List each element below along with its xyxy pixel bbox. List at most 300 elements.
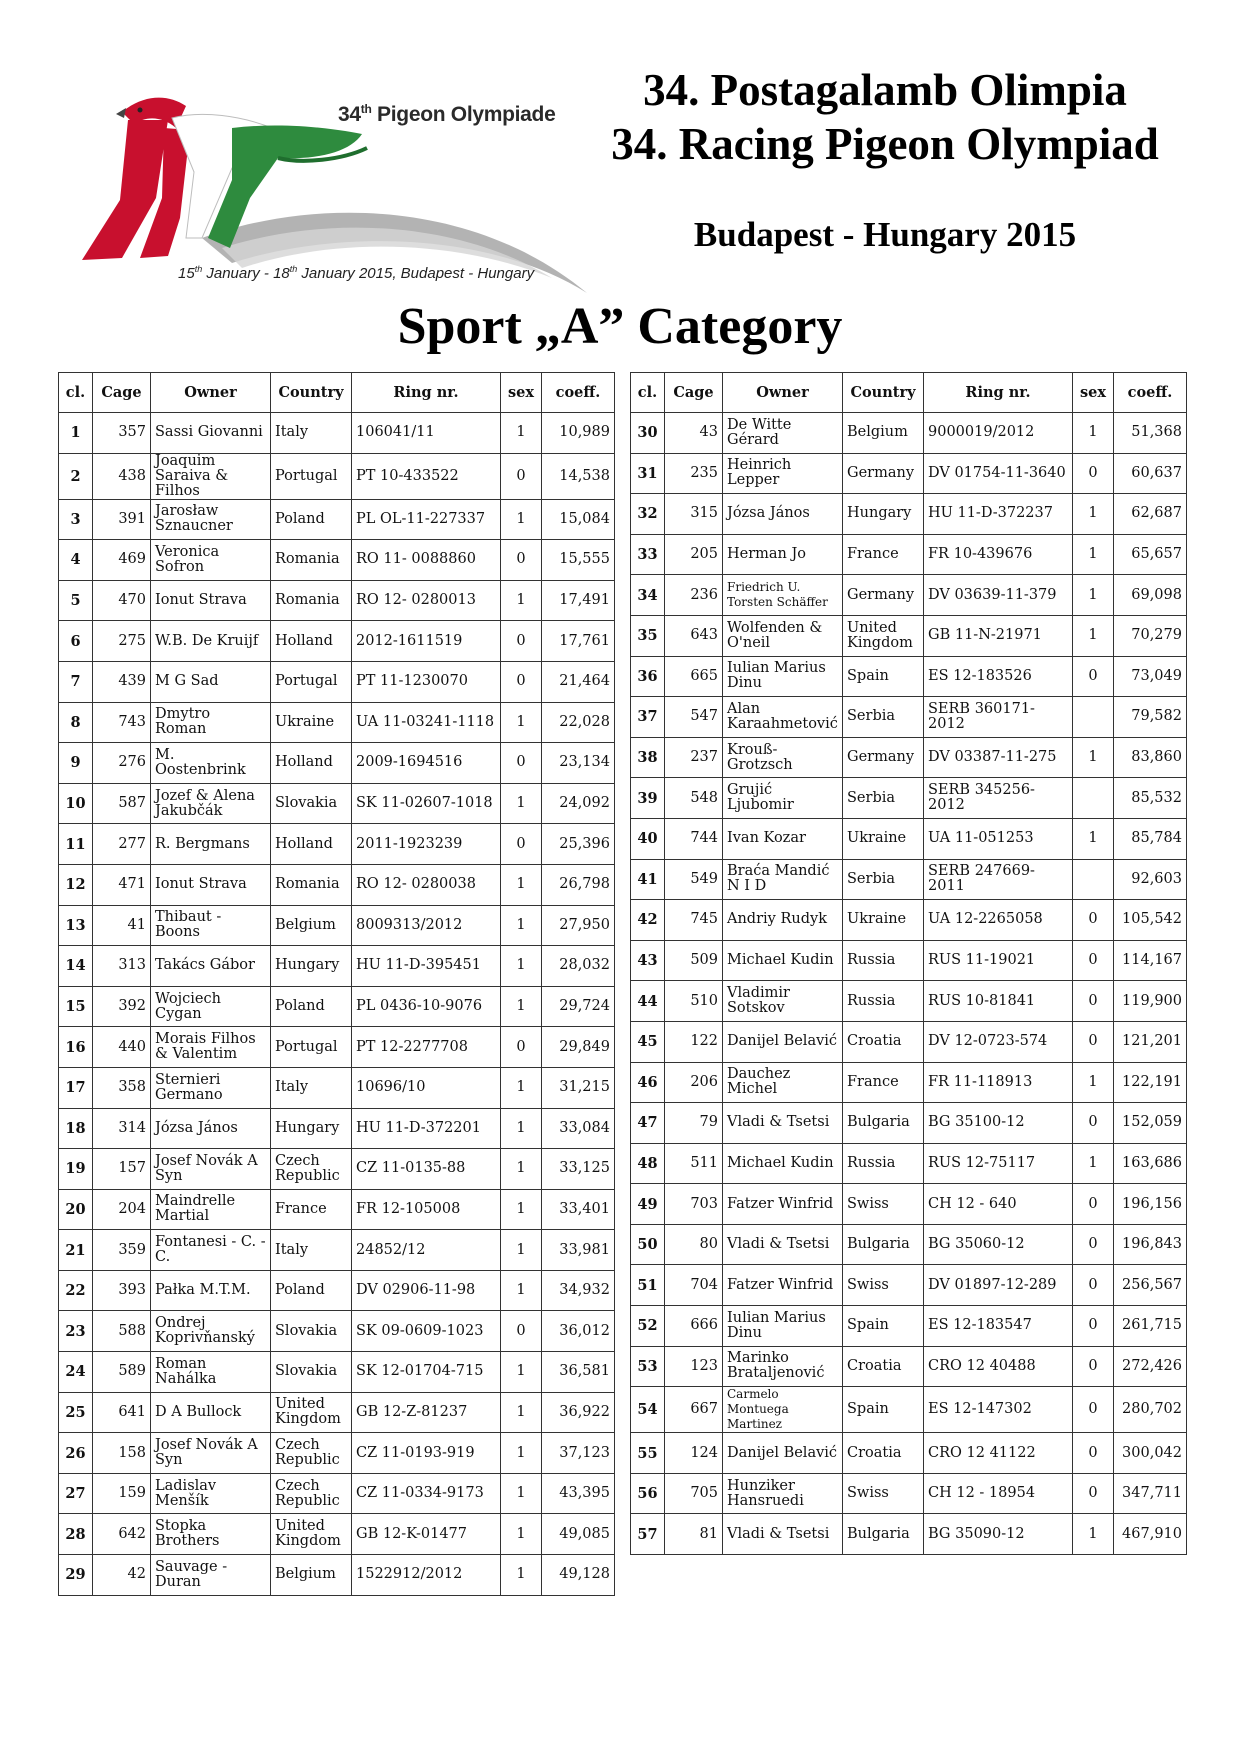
country-cell: Spain [843, 1306, 924, 1347]
ring-number-cell: PL OL-11-227337 [352, 499, 501, 540]
rank-cell: 14 [59, 946, 93, 987]
table-row [631, 1306, 1187, 1347]
sex-cell: 0 [1073, 1021, 1114, 1062]
sex-cell: 0 [1073, 900, 1114, 941]
sex-cell: 1 [501, 1392, 542, 1433]
ring-number-cell: SK 09-0609-1023 [352, 1311, 501, 1352]
table-row [59, 661, 615, 702]
ring-number-cell: HU 11-D-372237 [924, 494, 1073, 535]
sex-cell: 1 [501, 702, 542, 743]
sex-cell: 0 [1073, 981, 1114, 1022]
rank-cell: 20 [59, 1189, 93, 1230]
table-row [631, 1473, 1187, 1514]
rank-cell: 49 [631, 1184, 665, 1225]
ring-number-cell: CRO 12 41122 [924, 1433, 1073, 1474]
rank-cell: 6 [59, 621, 93, 662]
cage-cell: 547 [665, 697, 723, 738]
ring-number-cell: FR 12-105008 [352, 1189, 501, 1230]
sex-cell: 0 [501, 661, 542, 702]
coefficient-cell: 347,711 [1114, 1473, 1187, 1514]
table-row [631, 940, 1187, 981]
cage-cell: 641 [93, 1392, 151, 1433]
coefficient-cell: 256,567 [1114, 1265, 1187, 1306]
table-row [59, 499, 615, 540]
rank-cell: 33 [631, 534, 665, 575]
country-cell: Serbia [843, 778, 924, 819]
rank-cell: 29 [59, 1555, 93, 1596]
country-cell: Germany [843, 737, 924, 778]
sex-cell: 0 [1073, 453, 1114, 494]
coefficient-cell: 10,989 [542, 413, 615, 454]
rank-cell: 48 [631, 1143, 665, 1184]
ring-number-cell: UA 11-051253 [924, 818, 1073, 859]
rank-cell: 27 [59, 1473, 93, 1514]
owner-cell: Vladi & Tsetsi [723, 1224, 843, 1265]
table-row [631, 1224, 1187, 1265]
ring-number-cell: 2009-1694516 [352, 743, 501, 784]
rank-cell: 18 [59, 1108, 93, 1149]
table-row [59, 1189, 615, 1230]
country-cell: Croatia [843, 1021, 924, 1062]
cage-cell: 666 [665, 1306, 723, 1347]
coefficient-cell: 36,581 [542, 1352, 615, 1393]
country-cell: Spain [843, 656, 924, 697]
owner-cell: Braća Mandić N I D [723, 859, 843, 900]
coefficient-cell: 26,798 [542, 864, 615, 905]
coefficient-cell: 467,910 [1114, 1514, 1187, 1555]
ring-number-cell: GB 11-N-21971 [924, 615, 1073, 656]
ring-number-cell: UA 11-03241-1118 [352, 702, 501, 743]
cage-cell: 511 [665, 1143, 723, 1184]
cage-cell: 314 [93, 1108, 151, 1149]
country-cell: United Kingdom [271, 1514, 352, 1555]
country-cell: Portugal [271, 661, 352, 702]
sex-cell: 1 [1073, 494, 1114, 535]
country-cell: Serbia [843, 697, 924, 738]
ring-number-cell: CZ 11-0135-88 [352, 1149, 501, 1190]
ring-number-cell: PT 11-1230070 [352, 661, 501, 702]
coefficient-cell: 34,932 [542, 1270, 615, 1311]
rank-cell: 52 [631, 1306, 665, 1347]
cage-cell: 157 [93, 1149, 151, 1190]
owner-cell: Fontanesi - C. - C. [151, 1230, 271, 1271]
owner-cell: Ionut Strava [151, 580, 271, 621]
country-cell: Spain [843, 1387, 924, 1433]
table-row [59, 946, 615, 987]
owner-cell: Józsa János [151, 1108, 271, 1149]
sex-cell [1073, 778, 1114, 819]
country-cell: Czech Republic [271, 1473, 352, 1514]
country-cell: Romania [271, 580, 352, 621]
owner-cell: Veronica Sofron [151, 540, 271, 581]
table-row [631, 1021, 1187, 1062]
cage-cell: 704 [665, 1265, 723, 1306]
cage-cell: 313 [93, 946, 151, 987]
owner-cell: Iulian Marius Dinu [723, 656, 843, 697]
col-header-ring: Ring nr. [352, 373, 501, 413]
table-row [631, 494, 1187, 535]
table-row [631, 981, 1187, 1022]
table-row [59, 1433, 615, 1474]
table-row [59, 1108, 615, 1149]
rank-cell: 17 [59, 1067, 93, 1108]
country-cell: Holland [271, 621, 352, 662]
cage-cell: 81 [665, 1514, 723, 1555]
coefficient-cell: 15,084 [542, 499, 615, 540]
owner-cell: Wolfenden & O'neil [723, 615, 843, 656]
ring-number-cell: HU 11-D-372201 [352, 1108, 501, 1149]
rank-cell: 25 [59, 1392, 93, 1433]
country-cell: Hungary [843, 494, 924, 535]
logo-subtitle: 15th January - 18th January 2015, Budapest - Hungary [178, 264, 535, 282]
table-row [631, 1103, 1187, 1144]
owner-cell: Vladi & Tsetsi [723, 1514, 843, 1555]
ring-number-cell: DV 01754-11-3640 [924, 453, 1073, 494]
ring-number-cell: DV 01897-12-289 [924, 1265, 1073, 1306]
ring-number-cell: ES 12-183526 [924, 656, 1073, 697]
ring-number-cell: 24852/12 [352, 1230, 501, 1271]
sex-cell: 0 [1073, 656, 1114, 697]
coefficient-cell: 36,922 [542, 1392, 615, 1433]
coefficient-cell: 163,686 [1114, 1143, 1187, 1184]
table-row [631, 818, 1187, 859]
rank-cell: 34 [631, 575, 665, 616]
cage-cell: 80 [665, 1224, 723, 1265]
table-row [631, 575, 1187, 616]
rank-cell: 21 [59, 1230, 93, 1271]
coefficient-cell: 70,279 [1114, 615, 1187, 656]
ring-number-cell: SERB 247669-2011 [924, 859, 1073, 900]
rank-cell: 7 [59, 661, 93, 702]
table-row [59, 1392, 615, 1433]
cage-cell: 357 [93, 413, 151, 454]
owner-cell: Vladimir Sotskov [723, 981, 843, 1022]
rank-cell: 12 [59, 864, 93, 905]
cage-cell: 548 [665, 778, 723, 819]
coefficient-cell: 280,702 [1114, 1387, 1187, 1433]
sex-cell: 1 [501, 986, 542, 1027]
owner-cell: De Witte Gérard [723, 413, 843, 454]
sex-cell: 1 [501, 1473, 542, 1514]
sex-cell: 1 [501, 1067, 542, 1108]
country-cell: Ukraine [271, 702, 352, 743]
ring-number-cell: CZ 11-0334-9173 [352, 1473, 501, 1514]
sex-cell: 1 [501, 1189, 542, 1230]
rank-cell: 45 [631, 1021, 665, 1062]
cage-cell: 41 [93, 905, 151, 946]
sex-cell: 0 [501, 1311, 542, 1352]
results-table-left [58, 372, 615, 1596]
sex-cell: 0 [1073, 940, 1114, 981]
owner-cell: Ladislav Menšík [151, 1473, 271, 1514]
rank-cell: 41 [631, 859, 665, 900]
rank-cell: 39 [631, 778, 665, 819]
rank-cell: 47 [631, 1103, 665, 1144]
ring-number-cell: RUS 10-81841 [924, 981, 1073, 1022]
ring-number-cell: CZ 11-0193-919 [352, 1433, 501, 1474]
sex-cell: 1 [1073, 1062, 1114, 1103]
coefficient-cell: 92,603 [1114, 859, 1187, 900]
table-row [59, 1230, 615, 1271]
sex-cell: 0 [501, 453, 542, 499]
rank-cell: 9 [59, 743, 93, 784]
ring-number-cell: RO 11- 0088860 [352, 540, 501, 581]
sex-cell: 0 [501, 540, 542, 581]
coefficient-cell: 62,687 [1114, 494, 1187, 535]
sex-cell: 0 [501, 743, 542, 784]
rank-cell: 35 [631, 615, 665, 656]
table-row [59, 702, 615, 743]
country-cell: Bulgaria [843, 1103, 924, 1144]
owner-cell: Pałka M.T.M. [151, 1270, 271, 1311]
rank-cell: 15 [59, 986, 93, 1027]
cage-cell: 471 [93, 864, 151, 905]
country-cell: Romania [271, 540, 352, 581]
country-cell: Holland [271, 743, 352, 784]
rank-cell: 26 [59, 1433, 93, 1474]
ring-number-cell: PL 0436-10-9076 [352, 986, 501, 1027]
cage-cell: 206 [665, 1062, 723, 1103]
rank-cell: 40 [631, 818, 665, 859]
owner-cell: Thibaut - Boons [151, 905, 271, 946]
country-cell: Portugal [271, 1027, 352, 1068]
coefficient-cell: 23,134 [542, 743, 615, 784]
table-row [631, 534, 1187, 575]
owner-cell: Sternieri Germano [151, 1067, 271, 1108]
owner-cell: Friedrich U. Torsten Schäffer [723, 575, 843, 616]
ring-number-cell: 10696/10 [352, 1067, 501, 1108]
coefficient-cell: 69,098 [1114, 575, 1187, 616]
table-row [631, 1143, 1187, 1184]
rank-cell: 31 [631, 453, 665, 494]
coefficient-cell: 21,464 [542, 661, 615, 702]
cage-cell: 703 [665, 1184, 723, 1225]
cage-cell: 642 [93, 1514, 151, 1555]
col-header-owner: Owner [151, 373, 271, 413]
cage-cell: 589 [93, 1352, 151, 1393]
country-cell: Poland [271, 986, 352, 1027]
owner-cell: Hunziker Hansruedi [723, 1473, 843, 1514]
sex-cell: 1 [501, 1230, 542, 1271]
country-cell: Bulgaria [843, 1224, 924, 1265]
rank-cell: 54 [631, 1387, 665, 1433]
rank-cell: 50 [631, 1224, 665, 1265]
sex-cell: 0 [1073, 1346, 1114, 1387]
table-row [59, 1473, 615, 1514]
results-table-body [631, 413, 1187, 1555]
cage-cell: 509 [665, 940, 723, 981]
country-cell: Ukraine [843, 818, 924, 859]
rank-cell: 3 [59, 499, 93, 540]
ring-number-cell: UA 12-2265058 [924, 900, 1073, 941]
table-row [631, 1265, 1187, 1306]
owner-cell: Krouß-Grotzsch [723, 737, 843, 778]
rank-cell: 30 [631, 413, 665, 454]
table-row [631, 900, 1187, 941]
owner-cell: M. Oostenbrink [151, 743, 271, 784]
owner-cell: Josef Novák A Syn [151, 1433, 271, 1474]
coefficient-cell: 300,042 [1114, 1433, 1187, 1474]
cage-cell: 439 [93, 661, 151, 702]
sex-cell: 0 [1073, 1387, 1114, 1433]
coefficient-cell: 105,542 [1114, 900, 1187, 941]
table-row [59, 905, 615, 946]
cage-cell: 79 [665, 1103, 723, 1144]
coefficient-cell: 36,012 [542, 1311, 615, 1352]
country-cell: Czech Republic [271, 1433, 352, 1474]
country-cell: Hungary [271, 1108, 352, 1149]
table-row [631, 413, 1187, 454]
results-table-right [630, 372, 1187, 1555]
ring-number-cell: ES 12-183547 [924, 1306, 1073, 1347]
table-row [59, 580, 615, 621]
country-cell: Holland [271, 824, 352, 865]
col-header-coeff: coeff. [1114, 373, 1187, 413]
owner-cell: Dmytro Roman [151, 702, 271, 743]
owner-cell: Sauvage - Duran [151, 1555, 271, 1596]
table-row [59, 621, 615, 662]
col-header-cage: Cage [93, 373, 151, 413]
cage-cell: 549 [665, 859, 723, 900]
sex-cell: 1 [1073, 818, 1114, 859]
col-header-country: Country [271, 373, 352, 413]
owner-cell: Herman Jo [723, 534, 843, 575]
cage-cell: 277 [93, 824, 151, 865]
coefficient-cell: 37,123 [542, 1433, 615, 1474]
sex-cell [1073, 697, 1114, 738]
sex-cell: 0 [1073, 1473, 1114, 1514]
sex-cell: 1 [501, 1433, 542, 1474]
coefficient-cell: 33,401 [542, 1189, 615, 1230]
coefficient-cell: 272,426 [1114, 1346, 1187, 1387]
owner-cell: Jarosław Sznaucner [151, 499, 271, 540]
ring-number-cell: BG 35100-12 [924, 1103, 1073, 1144]
ring-number-cell: RUS 11-19021 [924, 940, 1073, 981]
coefficient-cell: 60,637 [1114, 453, 1187, 494]
coefficient-cell: 22,028 [542, 702, 615, 743]
rank-cell: 46 [631, 1062, 665, 1103]
table-row [631, 697, 1187, 738]
table-row [631, 778, 1187, 819]
ring-number-cell: FR 10-439676 [924, 534, 1073, 575]
ring-number-cell: HU 11-D-395451 [352, 946, 501, 987]
country-cell: Russia [843, 1143, 924, 1184]
cage-cell: 276 [93, 743, 151, 784]
coefficient-cell: 85,784 [1114, 818, 1187, 859]
owner-cell: Michael Kudin [723, 1143, 843, 1184]
table-row [631, 1387, 1187, 1433]
owner-cell: Dauchez Michel [723, 1062, 843, 1103]
country-cell: Hungary [271, 946, 352, 987]
country-cell: Slovakia [271, 1352, 352, 1393]
coefficient-cell: 114,167 [1114, 940, 1187, 981]
rank-cell: 1 [59, 413, 93, 454]
sex-cell: 1 [501, 1270, 542, 1311]
rank-cell: 51 [631, 1265, 665, 1306]
sex-cell: 1 [501, 1108, 542, 1149]
ring-number-cell: RUS 12-75117 [924, 1143, 1073, 1184]
sex-cell: 1 [1073, 534, 1114, 575]
owner-cell: Wojciech Cygan [151, 986, 271, 1027]
ring-number-cell: CH 12 - 18954 [924, 1473, 1073, 1514]
cage-cell: 315 [665, 494, 723, 535]
owner-cell: Józsa János [723, 494, 843, 535]
table-row [59, 453, 615, 499]
cage-cell: 358 [93, 1067, 151, 1108]
coefficient-cell: 15,555 [542, 540, 615, 581]
country-cell: United Kingdom [843, 615, 924, 656]
table-row [631, 453, 1187, 494]
rank-cell: 2 [59, 453, 93, 499]
owner-cell: M G Sad [151, 661, 271, 702]
sex-cell: 1 [1073, 1514, 1114, 1555]
cage-cell: 158 [93, 1433, 151, 1474]
ring-number-cell: RO 12- 0280013 [352, 580, 501, 621]
sex-cell: 0 [501, 621, 542, 662]
ring-number-cell: SERB 360171-2012 [924, 697, 1073, 738]
coefficient-cell: 33,084 [542, 1108, 615, 1149]
table-row [59, 1067, 615, 1108]
coefficient-cell: 85,532 [1114, 778, 1187, 819]
cage-cell: 393 [93, 1270, 151, 1311]
cage-cell: 665 [665, 656, 723, 697]
table-row [59, 1027, 615, 1068]
rank-cell: 4 [59, 540, 93, 581]
ring-number-cell: 106041/11 [352, 413, 501, 454]
cage-cell: 745 [665, 900, 723, 941]
country-cell: Poland [271, 1270, 352, 1311]
ring-number-cell: PT 10-433522 [352, 453, 501, 499]
owner-cell: Michael Kudin [723, 940, 843, 981]
country-cell: Croatia [843, 1346, 924, 1387]
owner-cell: Marinko Brataljenović [723, 1346, 843, 1387]
sex-cell: 1 [501, 783, 542, 824]
ring-number-cell: DV 02906-11-98 [352, 1270, 501, 1311]
rank-cell: 13 [59, 905, 93, 946]
coefficient-cell: 49,085 [542, 1514, 615, 1555]
country-cell: Swiss [843, 1265, 924, 1306]
sex-cell: 1 [1073, 737, 1114, 778]
owner-cell: Maindrelle Martial [151, 1189, 271, 1230]
sex-cell: 1 [1073, 575, 1114, 616]
coefficient-cell: 24,092 [542, 783, 615, 824]
col-header-cl: cl. [631, 373, 665, 413]
sex-cell: 0 [1073, 1433, 1114, 1474]
sex-cell: 1 [1073, 615, 1114, 656]
col-header-country: Country [843, 373, 924, 413]
country-cell: Slovakia [271, 1311, 352, 1352]
rank-cell: 44 [631, 981, 665, 1022]
coefficient-cell: 196,843 [1114, 1224, 1187, 1265]
country-cell: France [271, 1189, 352, 1230]
coefficient-cell: 83,860 [1114, 737, 1187, 778]
cage-cell: 237 [665, 737, 723, 778]
ring-number-cell: BG 35060-12 [924, 1224, 1073, 1265]
rank-cell: 24 [59, 1352, 93, 1393]
coefficient-cell: 29,849 [542, 1027, 615, 1068]
rank-cell: 56 [631, 1473, 665, 1514]
owner-cell: Takács Gábor [151, 946, 271, 987]
country-cell: United Kingdom [271, 1392, 352, 1433]
col-header-cage: Cage [665, 373, 723, 413]
coefficient-cell: 122,191 [1114, 1062, 1187, 1103]
country-cell: Czech Republic [271, 1149, 352, 1190]
country-cell: Germany [843, 575, 924, 616]
country-cell: Serbia [843, 859, 924, 900]
sex-cell: 1 [501, 864, 542, 905]
country-cell: Swiss [843, 1473, 924, 1514]
owner-cell: Stopka Brothers [151, 1514, 271, 1555]
